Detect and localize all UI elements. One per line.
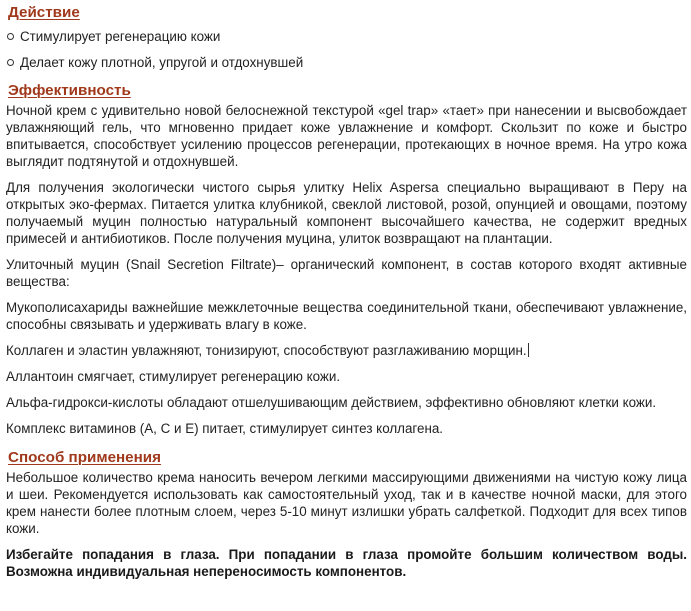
section-heading-usage: Способ применения <box>8 449 162 466</box>
warning-text: Избегайте попадания в глаза. При попадании в глаза промойте большим количеством воды. Возможна индивидуальная непереносимость компонентов. <box>6 547 687 579</box>
paragraph: Улиточный муцин (Snail Secretion Filtrate)– органический компонент, в состав которого входят активные вещества: <box>6 257 687 289</box>
text-cursor <box>528 343 529 357</box>
paragraph: Альфа-гидрокси-кислоты обладают отшелушивающим действием, эффективно обновляют клетки кожи. <box>6 395 657 410</box>
bullet-circle-icon <box>7 59 14 66</box>
paragraph-text: Коллаген и эластин увлажняют, тонизируют, способствуют разглаживанию морщин. <box>6 343 527 358</box>
action-bullet-list <box>6 28 687 72</box>
list-item <box>6 54 687 72</box>
paragraph: Ночной крем с удивительно новой белоснежной текстурой «gel trap» «тает» при нанесении и высвобождает увлажняющий гель, что мгновенно придает коже увлажнение и комфорт. Скользит по коже и быстро впитывается, способствует усилению процессов регенерации, протекающих в ночное время. На утро кожа выглядит подтянутой и отдохнувшей. <box>6 103 687 169</box>
paragraph-with-cursor[interactable] <box>6 342 687 359</box>
paragraph: Для получения экологически чистого сырья улитку Helix Aspersa специально выращивают в Перу на открытых эко-фермах. Питается улитка клубникой, свеклой листовой, розой, опунцией и овощами, поэтому получаемый муцин полностью натуральный компонент высочайшего качества, не содержит вредных примесей и антибиотиков. После получения муцина, улиток возвращают на плантации. <box>6 180 687 246</box>
bullet-text: Стимулирует регенерацию кожи <box>20 29 221 44</box>
paragraph: Аллантоин смягчает, стимулирует регенерацию кожи. <box>6 369 341 384</box>
paragraph: Мукополисахариды важнейшие межклеточные вещества соединительной ткани, обеспечивают увлажнение, способны связывать и удерживать влагу в коже. <box>6 300 687 332</box>
usage-paragraph: Небольшое количество крема наносить вечером легкими массирующими движениями на чистую кожу лица и шеи. Рекомендуется использовать как самостоятельный уход, так и в качестве ночной маски, для этого крем нанести более плотным слоем, через 5-10 минут излишки убрать салфеткой. Подходит для всех типов кожи. <box>6 470 687 536</box>
section-heading-action: Действие <box>8 4 80 21</box>
paragraph: Комплекс витаминов (А, С и Е) питает, стимулирует синтез коллагена. <box>6 421 444 436</box>
bullet-circle-icon <box>7 33 14 40</box>
list-item <box>6 28 687 46</box>
bullet-text: Делает кожу плотной, упругой и отдохнувшей <box>20 55 304 70</box>
section-heading-effectiveness: Эффективность <box>8 82 131 99</box>
